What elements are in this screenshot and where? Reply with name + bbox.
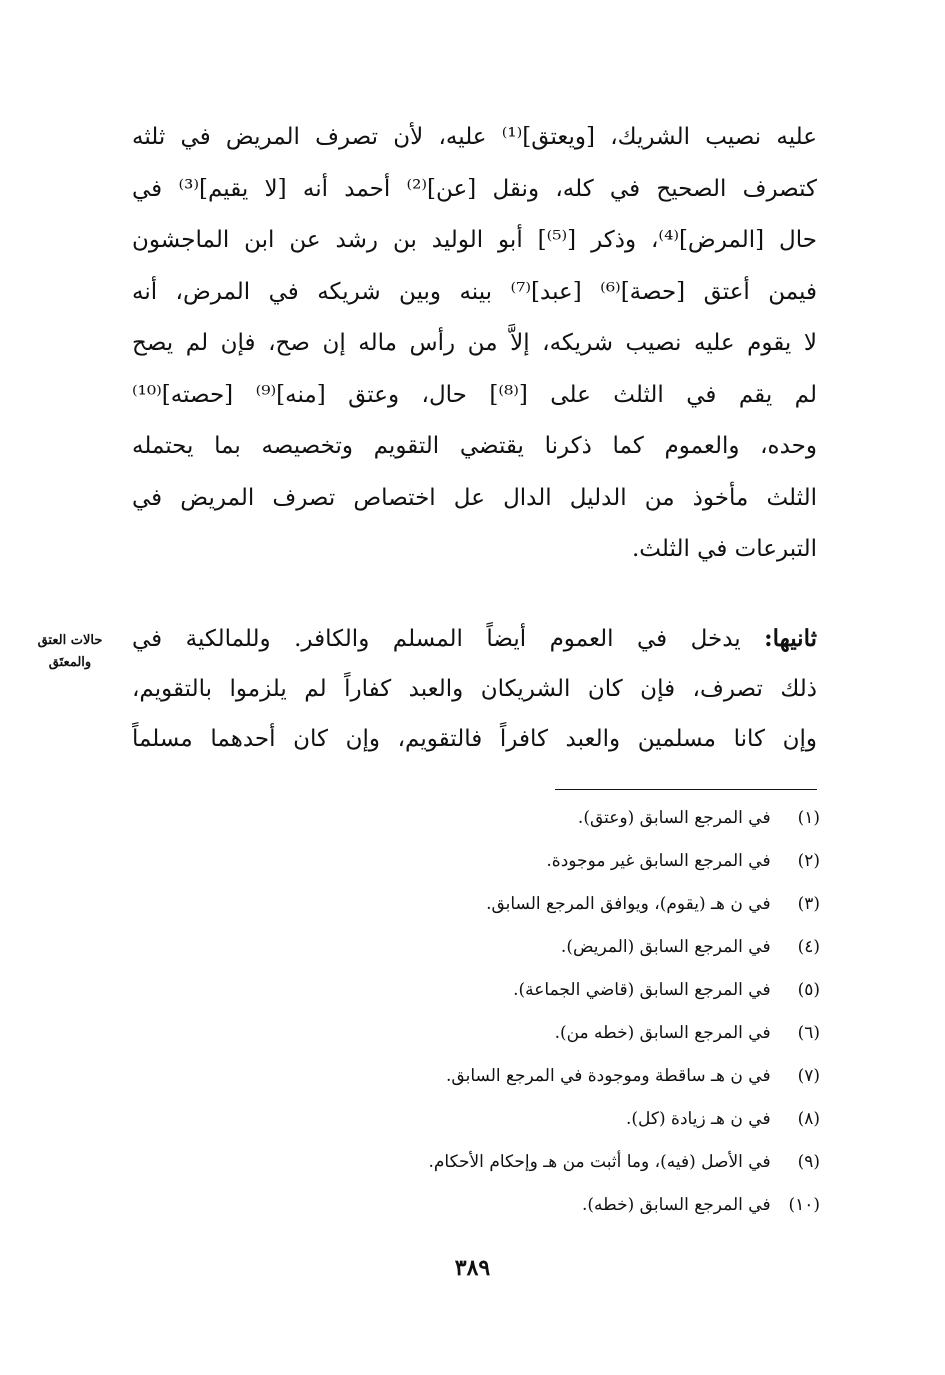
text-line: وإن كانا مسلمين والعبد كافراً فالتقويم، وإن كان أحدهما مسلماً (132, 726, 817, 752)
footnote-text: في المرجع السابق (قاضي الجماعة). (513, 980, 771, 1000)
text-run: يدخل في العموم أيضاً المسلم والكافر. وللمالكية في (132, 626, 765, 652)
text-line: وحده، والعموم كما ذكرنا يقتضي التقويم وتخصيصه بما يحتمله (132, 433, 817, 459)
margin-note (20, 630, 120, 674)
text-line: ذلك تصرف، فإن كان الشريكان والعبد كفاراً لم يلزموا بالتقويم، (132, 676, 817, 702)
footnote-text: في ن هـ ساقطة وموجودة في المرجع السابق. (446, 1066, 771, 1086)
footnote-text: في الأصل (فيه)، وما أثبت من هـ وإحكام الأحكام. (428, 1152, 771, 1172)
text-line (132, 614, 817, 664)
footnote-number: (٢) (797, 851, 820, 871)
text-line: لا يقوم عليه نصيب شريكه، إلاَّ من رأس ماله إن صح، فإن لم يصح (132, 330, 817, 356)
text-line: لم يقم في الثلث على [⁽⁸⁾] حال، وعتق [منه]⁽⁹⁾ [حصته]⁽¹⁰⁾ (132, 381, 817, 408)
text-line: حال [المرض]⁽⁴⁾، وذكر [⁽⁵⁾] أبو الوليد بن رشد عن ابن الماجشون (132, 227, 817, 253)
second-paragraph (132, 614, 817, 764)
footnotes-list (260, 800, 820, 1230)
text-line: التبرعات في الثلث. (632, 536, 817, 562)
footnote (260, 886, 820, 929)
main-paragraph (132, 112, 817, 576)
footnote-number: (١) (797, 808, 820, 828)
footnote-text: في ن هـ زيادة (كل). (626, 1109, 771, 1129)
footnote (260, 1187, 820, 1230)
footnote-number: (٩) (797, 1152, 820, 1172)
footnote (260, 843, 820, 886)
footnote (260, 800, 820, 843)
footnote (260, 1144, 820, 1187)
footnote-number: (٨) (797, 1109, 820, 1129)
footnote-number: (٥) (797, 980, 820, 1000)
text-line: كتصرف الصحيح في كله، ونقل [عن]⁽²⁾ أحمد أنه [لا يقيم]⁽³⁾ في (132, 175, 817, 202)
footnote (260, 929, 820, 972)
page-number: ٣٨٩ (454, 1255, 491, 1281)
footnote-number: (٣) (797, 894, 820, 914)
footnote (260, 1058, 820, 1101)
footnote-text: في المرجع السابق (وعتق). (577, 808, 771, 828)
footnote-number: (٧) (797, 1066, 820, 1086)
paragraph-lead: ثانيها: (764, 625, 817, 652)
text-line: فيمن أعتق [حصة]⁽⁶⁾ [عبد]⁽⁷⁾ بينه وبين شريكه في المرض، أنه (132, 278, 817, 305)
footnote (260, 1015, 820, 1058)
footnote-text: في المرجع السابق (خطه من). (554, 1023, 771, 1043)
text-line: الثلث مأخوذ من الدليل الدال عل اختصاص تصرف المريض في (132, 484, 817, 511)
footnote-text: في المرجع السابق غير موجودة. (546, 851, 771, 871)
footnote-text: في المرجع السابق (خطه). (582, 1195, 771, 1215)
footnote-text: في المرجع السابق (المريض). (560, 937, 771, 957)
footnote-number: (١٠) (788, 1195, 820, 1215)
footnote-number: (٦) (797, 1023, 820, 1043)
footnote-text: في ن هـ (يقوم)، ويوافق المرجع السابق. (486, 894, 771, 914)
text-line: عليه نصيب الشريك، [ويعتق]⁽¹⁾ عليه، لأن تصرف المريض في ثلثه (132, 124, 817, 150)
footnote (260, 1101, 820, 1144)
footnote-number: (٤) (797, 937, 820, 957)
margin-note-line: والمعتَق (48, 655, 92, 670)
footnote (260, 972, 820, 1015)
footnote-separator (555, 789, 817, 790)
margin-note-line: حالات العتق (37, 633, 103, 648)
